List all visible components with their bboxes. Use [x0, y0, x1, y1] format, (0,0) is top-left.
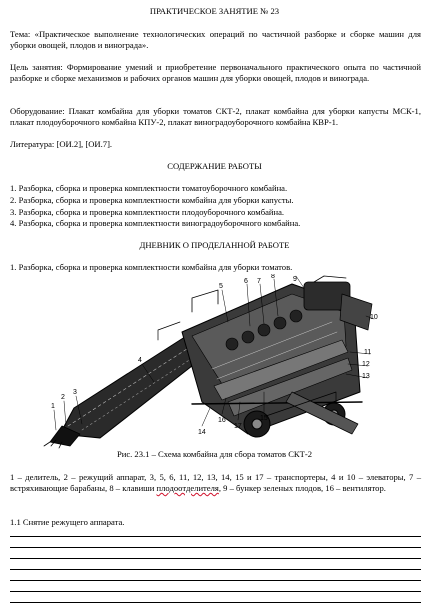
legend-text-2: , 9 – бункер зеленых плодов, 16 – вентилятор.	[218, 483, 386, 493]
goal-paragraph: Цель занятия: Формирование умений и приобретение первоначального практического опыта по частичной разборке и сборке механизмов и рабочих органов машин для уборки овощей, плодов и винограда.	[10, 62, 421, 83]
callout-11: 11	[364, 349, 372, 356]
figure-caption: Рис. 23.1 – Схема комбайна для сбора томатов СКТ-2	[116, 449, 313, 459]
callout-12: 12	[362, 361, 370, 368]
writing-line	[10, 536, 421, 537]
callout-17: 17	[234, 423, 242, 430]
callout-13: 13	[362, 373, 370, 380]
callout-6: 6	[244, 278, 248, 285]
contents-item-4: 4. Разборка, сборка и проверка комплектности виноградоуборочного комбайна.	[10, 218, 301, 228]
writing-line	[10, 580, 421, 581]
callout-2: 2	[61, 394, 65, 401]
contents-item-1: 1. Разборка, сборка и проверка комплектности томатоуборочного комбайна.	[10, 183, 288, 193]
literature-paragraph: Литература: [ОИ.2], [ОИ.7].	[10, 139, 113, 149]
tomato-harvester-figure	[42, 274, 382, 449]
contents-item-3: 3. Разборка, сборка и проверка комплектности плодоуборочного комбайна.	[10, 207, 285, 217]
contents-item-2: 2. Разборка, сборка и проверка комплектности комбайна для уборки капусты.	[10, 195, 294, 205]
callout-16: 16	[218, 417, 226, 424]
legend-text-1: 1 – делитель, 2 – режущий аппарат, 3, 5, 6, 11, 12, 13, 14, 15 и 17 – транспортеры, 4 и 10 – элеваторы, 7 – встряхивающие барабаны, 8 – клавиши	[10, 472, 421, 493]
callout-5: 5	[219, 283, 223, 290]
diary-heading: ДНЕВНИК О ПРОДЕЛАННОЙ РАБОТЕ	[139, 240, 290, 250]
callout-4: 4	[138, 357, 142, 364]
figure-legend	[10, 472, 421, 494]
writing-line	[10, 602, 421, 603]
callout-1: 1	[51, 403, 55, 410]
callout-3: 3	[73, 389, 77, 396]
page-title: ПРАКТИЧЕСКОЕ ЗАНЯТИЕ № 23	[149, 6, 280, 16]
legend-misspelled-word: плодоотделителя	[156, 483, 219, 493]
topic-paragraph: Тема: «Практическое выполнение технологических операций по частичной разборке и сборке машин для уборки овощей, плодов и винограда».	[10, 29, 421, 50]
callout-8: 8	[271, 274, 275, 280]
callout-7: 7	[257, 278, 261, 285]
callout-9: 9	[293, 276, 297, 283]
writing-line	[10, 569, 421, 570]
equipment-paragraph: Оборудование: Плакат комбайна для уборки томатов СКТ-2, плакат комбайна для уборки капусты МСК-1, плакат плодоуборочного комбайна КПУ-2, плакат виноградоуборочного комбайна КВР-1.	[10, 106, 421, 127]
writing-line	[10, 558, 421, 559]
writing-line	[10, 547, 421, 548]
writing-line	[10, 591, 421, 592]
contents-heading: СОДЕРЖАНИЕ РАБОТЫ	[167, 161, 262, 171]
callout-14: 14	[198, 429, 206, 436]
callout-10: 10	[370, 314, 378, 321]
subsection-heading: 1.1 Снятие режущего аппарата.	[10, 517, 125, 527]
diary-item: 1. Разборка, сборка и проверка комплектности комбайна для уборки томатов.	[10, 262, 293, 272]
callout-15: 15	[260, 415, 268, 422]
